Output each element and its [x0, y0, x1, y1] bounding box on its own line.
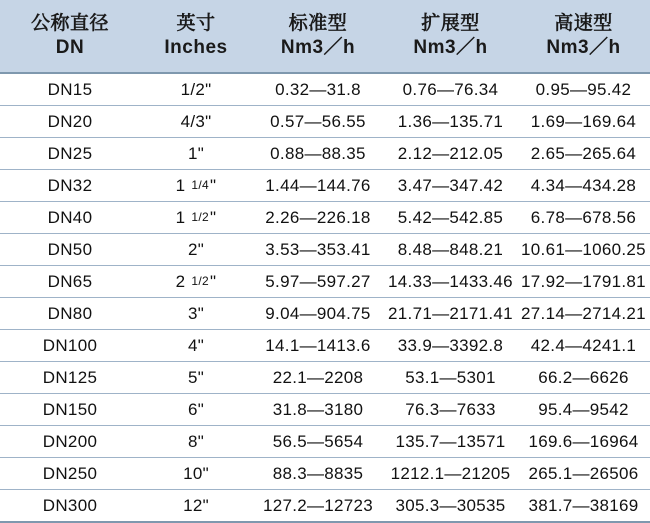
- cell-standard-type: 0.57—56.55: [252, 106, 384, 138]
- cell-nominal-diameter: DN150: [0, 394, 140, 426]
- inch-value: 2 1/2": [175, 271, 217, 291]
- table-row: [0, 266, 650, 298]
- column-header-standard-type: [252, 0, 384, 73]
- cell-inches: [140, 330, 252, 362]
- cell-extended-type: 305.3—30535: [384, 490, 517, 523]
- cell-extended-type: 135.7—13571: [384, 426, 517, 458]
- cell-inches: [140, 298, 252, 330]
- cell-nominal-diameter: DN32: [0, 170, 140, 202]
- column-header-line1: 英寸: [176, 13, 216, 35]
- inch-value: 4/3": [180, 111, 212, 131]
- cell-inches: [140, 426, 252, 458]
- table-row: [0, 73, 650, 106]
- cell-inches: [140, 234, 252, 266]
- cell-standard-type: 22.1—2208: [252, 362, 384, 394]
- inch-value: 12": [183, 495, 209, 515]
- cell-nominal-diameter: DN40: [0, 202, 140, 234]
- cell-nominal-diameter: DN25: [0, 138, 140, 170]
- cell-inches: [140, 394, 252, 426]
- table-row: [0, 330, 650, 362]
- table-row: [0, 106, 650, 138]
- cell-inches: [140, 106, 252, 138]
- table-row: [0, 458, 650, 490]
- cell-nominal-diameter: DN250: [0, 458, 140, 490]
- cell-standard-type: 31.8—3180: [252, 394, 384, 426]
- inch-value: 1 1/2": [175, 207, 217, 227]
- column-header-line2: Inches: [164, 37, 228, 58]
- cell-nominal-diameter: DN300: [0, 490, 140, 523]
- cell-standard-type: 14.1—1413.6: [252, 330, 384, 362]
- cell-high-speed-type: 2.65—265.64: [517, 138, 650, 170]
- cell-nominal-diameter: DN65: [0, 266, 140, 298]
- inch-value: 1 1/4": [175, 175, 217, 195]
- fraction-part: 1/2: [191, 209, 210, 224]
- cell-high-speed-type: 95.4—9542: [517, 394, 650, 426]
- cell-inches: [140, 490, 252, 523]
- cell-standard-type: 2.26—226.18: [252, 202, 384, 234]
- cell-standard-type: 1.44—144.76: [252, 170, 384, 202]
- cell-high-speed-type: 4.34—434.28: [517, 170, 650, 202]
- cell-nominal-diameter: DN80: [0, 298, 140, 330]
- cell-extended-type: 21.71—2171.41: [384, 298, 517, 330]
- table-row: [0, 138, 650, 170]
- cell-inches: [140, 170, 252, 202]
- cell-nominal-diameter: DN20: [0, 106, 140, 138]
- cell-nominal-diameter: DN15: [0, 73, 140, 106]
- cell-high-speed-type: 1.69—169.64: [517, 106, 650, 138]
- cell-inches: [140, 202, 252, 234]
- cell-nominal-diameter: DN50: [0, 234, 140, 266]
- column-header-line2: Nm3／h: [280, 37, 356, 58]
- table-body: [0, 73, 650, 522]
- cell-standard-type: 88.3—8835: [252, 458, 384, 490]
- cell-high-speed-type: 265.1—26506: [517, 458, 650, 490]
- table-row: [0, 234, 650, 266]
- cell-inches: [140, 458, 252, 490]
- inch-value: 4": [187, 335, 205, 355]
- cell-standard-type: 56.5—5654: [252, 426, 384, 458]
- table-header: [0, 0, 650, 73]
- column-header-line1: 公称直径: [30, 13, 109, 35]
- column-header-extended-type: [384, 0, 517, 73]
- cell-extended-type: 8.48—848.21: [384, 234, 517, 266]
- table-row: [0, 490, 650, 523]
- cell-standard-type: 9.04—904.75: [252, 298, 384, 330]
- cell-high-speed-type: 6.78—678.56: [517, 202, 650, 234]
- inch-value: 6": [187, 399, 205, 419]
- column-header-line2: DN: [55, 37, 85, 58]
- cell-high-speed-type: 381.7—38169: [517, 490, 650, 523]
- cell-extended-type: 3.47—347.42: [384, 170, 517, 202]
- cell-extended-type: 1212.1—21205: [384, 458, 517, 490]
- column-header-line1: 标准型: [288, 13, 348, 35]
- cell-high-speed-type: 66.2—6626: [517, 362, 650, 394]
- column-header-line2: Nm3／h: [413, 37, 488, 58]
- fraction-part: 1/4: [191, 177, 210, 192]
- cell-inches: [140, 73, 252, 106]
- table-row: [0, 426, 650, 458]
- table-row: [0, 202, 650, 234]
- cell-extended-type: 14.33—1433.46: [384, 266, 517, 298]
- cell-inches: [140, 138, 252, 170]
- inch-value: 1/2": [180, 79, 212, 99]
- column-header-inches: [140, 0, 252, 73]
- cell-standard-type: 3.53—353.41: [252, 234, 384, 266]
- cell-high-speed-type: 169.6—16964: [517, 426, 650, 458]
- cell-extended-type: 0.76—76.34: [384, 73, 517, 106]
- cell-extended-type: 76.3—7633: [384, 394, 517, 426]
- table-row: [0, 170, 650, 202]
- cell-extended-type: 5.42—542.85: [384, 202, 517, 234]
- cell-nominal-diameter: DN100: [0, 330, 140, 362]
- cell-standard-type: 5.97—597.27: [252, 266, 384, 298]
- column-header-nominal-diameter: [0, 0, 140, 73]
- table-row: [0, 298, 650, 330]
- cell-standard-type: 127.2—12723: [252, 490, 384, 523]
- column-header-line2: Nm3／h: [546, 37, 621, 58]
- cell-high-speed-type: 27.14—2714.21: [517, 298, 650, 330]
- cell-standard-type: 0.32—31.8: [252, 73, 384, 106]
- cell-high-speed-type: 0.95—95.42: [517, 73, 650, 106]
- cell-extended-type: 33.9—3392.8: [384, 330, 517, 362]
- cell-nominal-diameter: DN125: [0, 362, 140, 394]
- cell-high-speed-type: 42.4—4241.1: [517, 330, 650, 362]
- column-header-line1: 高速型: [554, 13, 613, 35]
- cell-high-speed-type: 10.61—1060.25: [517, 234, 650, 266]
- inch-value: 2": [187, 239, 205, 259]
- table-row: [0, 362, 650, 394]
- inch-value: 3": [187, 303, 205, 323]
- cell-inches: [140, 362, 252, 394]
- inch-value: 5": [187, 367, 205, 387]
- table-row: [0, 394, 650, 426]
- cell-extended-type: 2.12—212.05: [384, 138, 517, 170]
- cell-inches: [140, 266, 252, 298]
- cell-extended-type: 1.36—135.71: [384, 106, 517, 138]
- inch-value: 8": [187, 431, 205, 451]
- cell-high-speed-type: 17.92—1791.81: [517, 266, 650, 298]
- fraction-part: 1/2: [191, 273, 210, 288]
- column-header-line1: 扩展型: [421, 13, 480, 35]
- column-header-high-speed-type: [517, 0, 650, 73]
- inch-value: 10": [183, 463, 209, 483]
- cell-extended-type: 53.1—5301: [384, 362, 517, 394]
- table-header-row: [0, 0, 650, 73]
- cell-nominal-diameter: DN200: [0, 426, 140, 458]
- cell-standard-type: 0.88—88.35: [252, 138, 384, 170]
- inch-value: 1": [187, 143, 205, 163]
